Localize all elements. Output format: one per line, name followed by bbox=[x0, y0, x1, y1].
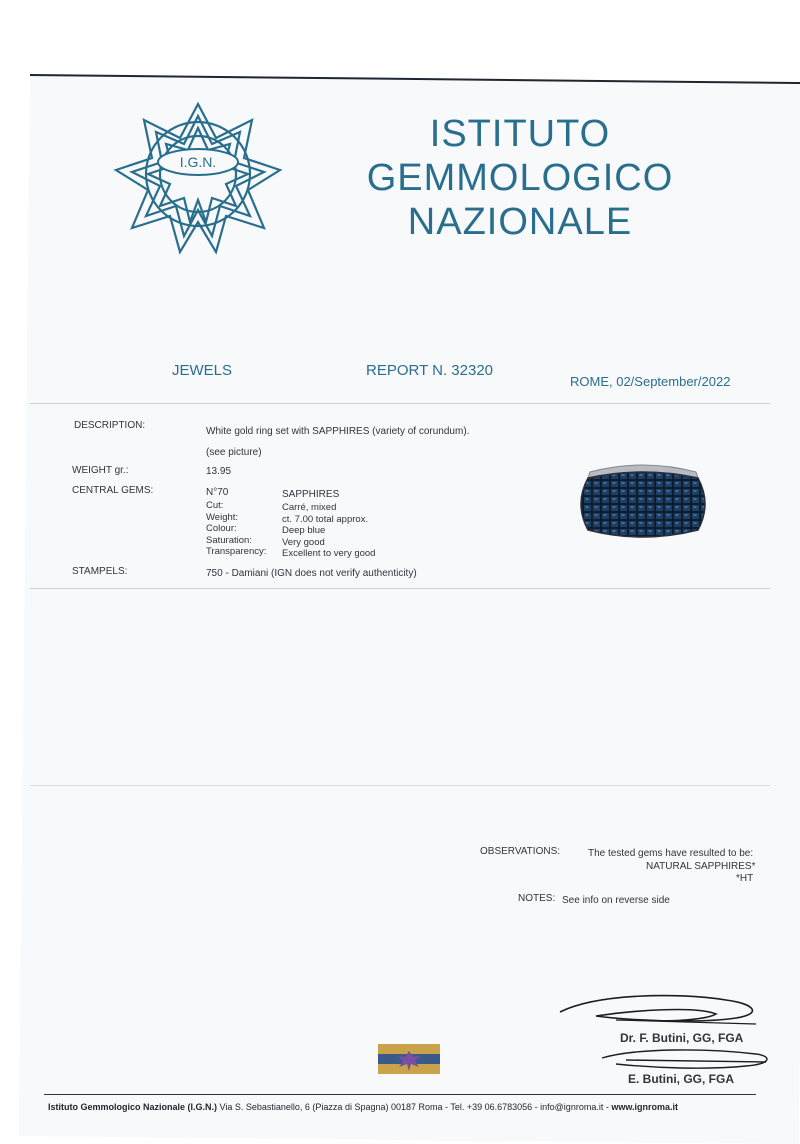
observations-label: OBSERVATIONS: bbox=[480, 846, 561, 857]
gem-properties-values bbox=[282, 502, 375, 560]
stampels-value: 750 - Damiani (IGN does not verify authenticity) bbox=[206, 568, 417, 579]
notes-value: See info on reverse side bbox=[562, 895, 670, 906]
report-number: REPORT N. 32320 bbox=[366, 362, 494, 379]
divider bbox=[30, 403, 770, 404]
hologram-seal bbox=[378, 1044, 440, 1074]
property-value: Very good bbox=[282, 536, 325, 548]
footer-address: Via S. Sebastianello, 6 (Piazza di Spagna) 00187 Roma - Tel. +39 06.6783056 - info@ignroma.it - bbox=[219, 1102, 609, 1112]
notes-label: NOTES: bbox=[518, 893, 556, 904]
property-label: Weight: bbox=[206, 511, 239, 523]
title-line: GEMMOLOGICO bbox=[366, 157, 674, 199]
property-label: Saturation: bbox=[206, 534, 252, 546]
property-value: Carré, mixed bbox=[282, 502, 337, 513]
observations-result: NATURAL SAPPHIRES* bbox=[646, 861, 756, 872]
footer bbox=[48, 1102, 678, 1112]
property-label: Cut: bbox=[206, 500, 224, 511]
ring-photo bbox=[574, 456, 710, 542]
gem-name: SAPPHIRES bbox=[282, 489, 340, 500]
observations-footnote: *HT bbox=[736, 873, 754, 884]
footer-website: www.ignroma.it bbox=[611, 1102, 679, 1112]
signer-2-name: E. Butini, GG, FGA bbox=[628, 1072, 734, 1086]
logo-text: I.G.N. bbox=[179, 154, 217, 170]
property-value: ct. 7.00 total approx. bbox=[282, 513, 369, 525]
signature-1 bbox=[556, 990, 766, 1035]
gem-count: N°70 bbox=[206, 487, 229, 498]
weight-value: 13.95 bbox=[206, 466, 232, 477]
property-value: Deep blue bbox=[282, 525, 326, 536]
property-value: Excellent to very good bbox=[282, 548, 376, 559]
divider bbox=[30, 588, 770, 589]
weight-label: WEIGHT gr.: bbox=[72, 465, 129, 476]
gem-properties-labels bbox=[206, 500, 266, 558]
see-picture-note: (see picture) bbox=[206, 447, 262, 458]
property-label: Colour: bbox=[206, 523, 237, 534]
signer-1-name: Dr. F. Butini, GG, FGA bbox=[620, 1031, 744, 1045]
description-value: White gold ring set with SAPPHIRES (variety of corundum). bbox=[206, 426, 470, 437]
ign-logo bbox=[112, 98, 284, 258]
institute-title bbox=[340, 112, 700, 244]
place-date: ROME, 02/September/2022 bbox=[570, 374, 731, 389]
property-label: Transparency: bbox=[206, 546, 267, 557]
footer-institute-name: Istituto Gemmologico Nazionale (I.G.N.) bbox=[48, 1102, 218, 1112]
observations-line: The tested gems have resulted to be: bbox=[588, 848, 754, 859]
category-label: JEWELS bbox=[172, 362, 233, 379]
stampels-label: STAMPELS: bbox=[72, 566, 128, 577]
title-line: NAZIONALE bbox=[407, 201, 633, 243]
title-line: ISTITUTO bbox=[429, 113, 611, 155]
divider bbox=[30, 785, 770, 786]
footer-rule bbox=[44, 1094, 756, 1095]
description-label: DESCRIPTION: bbox=[74, 420, 146, 431]
central-gems-label: CENTRAL GEMS: bbox=[72, 485, 154, 496]
